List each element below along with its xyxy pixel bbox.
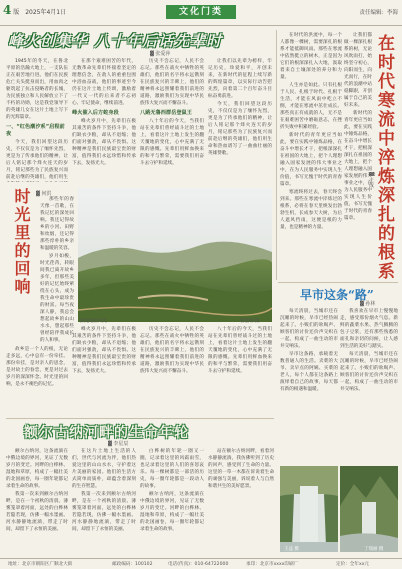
- paragraph: 新时代的青年更应当如此，要在实践中锤炼品格，在奋斗中增长才干，把根深深扎在祖国的大地上，把个人理想融入国家发展的伟大事业之中，在为人民服务中实现人生价值，书写无愧于时代的青春篇章。: [344, 111, 372, 221]
- paragraph: 白桦树的年轮一圈又一圈，记录着这里的风霜雨雪，也记录着这里的人们的喜怒哀乐。每一棵树都是一部活的历史，每一圈年轮都是一段动人的故事。: [140, 449, 204, 489]
- article3-title: 在时代寒流中淬炼深扎的根系: [374, 34, 394, 281]
- paragraph: 故乡是一个人的根，无论走多远，心中总有一份牵挂。那份牵挂，是对亲人的思念，是对故土的眷恋，更是对过去岁月的深深怀念。时光里的回响，是永不褪色的记忆。: [6, 347, 68, 387]
- article1-subhead-2: 峰火催入后方蛇身段: [72, 110, 119, 116]
- article3-col1: [280, 32, 342, 277]
- article1-col6: [140, 326, 204, 414]
- article2-title: 时光里的回响: [12, 188, 31, 296]
- footer-address: 地址：北京市朝阳区广顺北大街: [8, 562, 73, 567]
- photo-caption-left: 黑龙地区风光: [80, 319, 107, 324]
- article5-title: 额尔古纳河畔的生命年轮: [24, 425, 189, 441]
- article4-photo-left: [280, 466, 338, 552]
- paragraph: 峰火岁月中，先辈们在极其艰苦的条件下坚持斗争，他们缺衣少粮，却从不退缩；他们面对强敌，却从不畏惧。这种精神是我们民族最宝贵的财富，值得我们永远珍惜和传承下去，发扬光大。: [72, 119, 136, 166]
- photo-caption-right: 曹金瑞 摄: [240, 319, 260, 324]
- footer-print: 承印：北京市xxxx印刷厂: [246, 562, 299, 567]
- article3-col2: [344, 32, 372, 277]
- paragraph: 我第一次来到额尔古纳河畔，是在一个初秋的清晨。薄雾笼罩着河面，远处的白桦林若隐若现，仿佛一幅水墨画。河水静静地流淌，带走了时间，却留下了永恒的美丽。: [6, 492, 68, 532]
- paragraph: 人生亦是如此。只有扎根于人民、扎根于时代、扎根于生活，才能在风雨中屹立不倒，才能在寒流中茁壮成长。那些真正有成就的人，无不是在艰难困苦中磨砺意志，在挫折失败中积累经验。: [280, 83, 342, 130]
- paragraph: 让我们都做一棵深扎根系的树，无论风吹雨打，始终坚守初心，向阳而生，向光而行，在时代的浪潮中站稳脚跟，开创属于自己的美好未来。: [344, 33, 372, 108]
- paragraph: 八十年后的今天，当我们站在先辈们曾经战斗过的土地上，看着这片土地上发生的翻天覆地的变化，心中充满了无限的感慨。先辈们用鲜血换来的和平与繁荣，需要我们用奋斗去守护和延续。: [140, 119, 204, 166]
- paragraph: 在这片土地上生活的人们，世代与河流为伴，他们热爱这里的山山水水，守护着这片美丽的家园。他们的生活方式简单而质朴，却蕴含着深刻的生存智慧。: [72, 449, 136, 489]
- article5-col1: [6, 448, 68, 556]
- paragraph: 历史不会忘记，人民不会忘记。那些在战火中牺牲的英雄们，他们的名字将永远镌刻在民族复兴的丰碑上，他们的精神将永远照耀着我们前进的道路，激励我们为实现中华民族伟大复兴而不懈奋斗。: [140, 327, 204, 374]
- paragraph: 我第一次来到额尔古纳河畔，是在一个初秋的清晨。薄雾笼罩着河面，远处的白桦林若隐若现，仿佛一幅水墨画。河水静静地流淌，带走了时间，却留下了永恒的美丽。: [72, 492, 136, 532]
- article1-col1: [6, 58, 68, 182]
- masthead: [0, 0, 402, 26]
- paragraph: 每天清晨，当城市还在沉睡的时候，早市已经热闹起来了。小贩们的吆喝声、顾客们的讨价还价声交织在一起，构成了一曲生动的市井交响乐。: [280, 309, 338, 349]
- section-banner: 文化门类: [166, 5, 236, 19]
- landscape-image: [78, 188, 272, 322]
- article4-photo-right: [340, 466, 398, 552]
- paragraph: 新时代的青年更应当如此，要在实践中锤炼品格，在奋斗中增长才干，把根深深扎在祖国的大地上，把个人理想融入国家发展的伟大事业之中，在为人民服务中实现人生价值，书写无愧于时代的青春篇章。: [280, 133, 342, 187]
- paragraph: 岁月如梭，时光荏苒，转眼间我已离开故乡多年，但那些美好的记忆始终萦绕在心头，成为我生命中最珍贵的财富。每当夜深人静，我总会想起故乡的山山水水，想起那些曾经陪伴我成长的人和事。: [40, 254, 74, 343]
- article5-col2: [72, 448, 136, 556]
- footer: [0, 558, 402, 569]
- editor-credit: 责任编辑：李海: [359, 10, 398, 16]
- article5-col3: [140, 448, 204, 556]
- paragraph: 在那个艰难困苦的年代，无数革命先辈们怀揣着坚定的理想信念，在敌人的重重包围中浴血奋战，他们的事迹至今仍在这片土地上传颂，激励着一代又一代的后来者不忘初心、牢记使命，继续前进。: [72, 59, 136, 106]
- paragraph: 站在额尔古纳河畔，看着河水静静流淌，我仿佛听到了历史的回声，感受到了生命的力量。这里的一草一木都在诉说着生命的顽强与美丽，诉说着人与自然和谐共生的美好愿景。: [208, 449, 274, 489]
- page-number-block: [3, 3, 66, 17]
- article1-col2: [72, 58, 136, 182]
- paragraph: 寒流终将过去，春天终会到来。那些在寒流中淬炼过的根系，必将在春天里焕发出勃勃生机，长成参天大树，为后人遮风挡雨，这便是根的力量，也是精神的力量。: [280, 190, 342, 230]
- article3-byline: ▓ 王成: [368, 172, 374, 188]
- paragraph: 在时代的洪流中，每一个人都像一棵树，需要深扎的根系才能抵御风雨。那些在寒流中依然挺立的树木，正是因为它们的根深深扎入大地，汲取着来自土壤深处的养分和力量。: [280, 33, 342, 80]
- article4-col1: [280, 308, 338, 464]
- article1-subhead-1: 一、“红色潮汐系”启程前夜: [6, 124, 65, 137]
- article5-byline: ▓ 李星辰: [108, 441, 129, 447]
- article2-col2: [6, 346, 68, 414]
- paragraph: 峰火岁月中，先辈们在极其艰苦的条件下坚持斗争，他们缺衣少粮，却从不退缩；他们面对强敌，却从不畏惧。这种精神是我们民族最宝贵的财富，值得我们永远珍惜和传承下去，发扬光大。: [72, 327, 136, 374]
- paragraph: 额尔古纳河，这条流淌在中俄边境的界河，见证了无数岁月的变迁。河畔的白桦林、湿地和草原，构成了一幅壮美的北国画卷，每一圈年轮都记录着生命的故事。: [140, 492, 204, 532]
- article1-landscape-photo: [78, 188, 272, 322]
- page-suffix: 版: [13, 9, 20, 16]
- paragraph: 让我们以先辈为榜样，牢记历史，珍爱和平，开创未来，在新时代的征程上续写新的辉煌篇章，以实际行动告慰先烈，向着第二个百年奋斗目标奋勇前进。: [208, 59, 272, 99]
- issue-date: 2025年4月1日: [25, 9, 67, 16]
- section-divider: [6, 418, 274, 419]
- article1-col5: [72, 326, 136, 414]
- article4-col2: [340, 308, 398, 464]
- paragraph: 早市这条路，承载着无数普通人的生活。卖菜的大爷、卖早点的阿姨、买菜的老人，每个人都在这条路上演绎着自己的故事，每天都有新的相遇和温暖。: [280, 352, 338, 392]
- column-divider: [276, 30, 277, 280]
- article1-col4: [208, 58, 272, 182]
- paragraph: 那些年的春天像一首歌，在我记忆的深处回响。我还记得故乡的小河、田野和炊烟，还记得那些淳朴的乡亲和温暖的笑容。: [40, 197, 74, 251]
- article2-byline: ▓ 何洪: [36, 191, 52, 197]
- article4-byline: ▓ 孙林: [360, 301, 376, 307]
- article1-byline: ▓ 张爱萍: [150, 51, 171, 57]
- article5-col4: [208, 448, 274, 556]
- waterfall-image: [280, 466, 338, 552]
- paragraph: 我喜欢在早市上慢慢地走，感受那份烟火气息。新鲜的蔬菜水果、热气腾腾的包子豆浆，还有那些熟悉的面孔和亲切的问候，让人感到生活的美好与踏实。: [340, 309, 398, 349]
- photo-caption-right-small: 丁瑞丽 摄: [364, 547, 384, 552]
- article1-title: 峰火创集华 八十年后话先辈时: [8, 32, 223, 50]
- paragraph: 额尔古纳河，这条流淌在中俄边境的界河，见证了无数岁月的变迁。河畔的白桦林、湿地和草原，构成了一幅壮美的北国画卷，每一圈年轮都记录着生命的故事。: [6, 449, 68, 489]
- section-divider: [278, 282, 398, 283]
- article4-title: 早市这条“路”: [300, 288, 374, 302]
- footer-postcode: 邮政编码：100102: [112, 562, 153, 567]
- paragraph: 1945年的冬天，在鲁北平原的浩瀚大地上，一支队伍正在艰苦地行进。他们在民族危亡关头挺身而出，用血肉之躯筑起了抗击侵略者的长城，为民族独立和人民解放立下了不朽的功勋，这是我党领导下的英雄儿女在这片土地上写下的光辉篇章。: [6, 59, 68, 120]
- article2-col1: [40, 196, 74, 346]
- page-number: 4: [3, 3, 12, 17]
- photo-caption-left-small: 王益 摄: [284, 547, 299, 552]
- footer-price: 定价：全年xx元: [336, 562, 370, 567]
- article1-col7: [208, 326, 272, 414]
- paragraph: 历史不会忘记，人民不会忘记。那些在战火中牺牲的英雄们，他们的名字将永远镌刻在民族复兴的丰碑上，他们的精神将永远照耀着我们前进的道路，激励我们为实现中华民族伟大复兴而不懈奋斗。: [140, 59, 204, 106]
- paragraph: 八十年后的今天，当我们站在先辈们曾经战斗过的土地上，看着这片土地上发生的翻天覆地的变化，心中充满了无限的感慨。先辈们用鲜血换来的和平与繁荣，需要我们用奋斗去守护和延续。: [208, 327, 272, 374]
- paragraph: 今天，我们回望这段历史，不仅仅是为了缅怀先烈，更是为了传承他们的精神，让后人铭记那个烽火连天的岁月，铭记那些为了民族复兴而前赴后继的英雄们，他们用生命和热血谱写了一曲曲壮丽的英雄赞歌。: [208, 102, 272, 156]
- article1-headline: [8, 30, 270, 50]
- mountain-image: [340, 466, 398, 552]
- paragraph: 今天，我们回望这段历史，不仅仅是为了缅怀先烈，更是为了传承他们的精神，让后人铭记那个烽火连天的岁月，铭记那些为了民族复兴而前赴后继的英雄们，他们用生: [6, 140, 68, 180]
- footer-phone: 电话(传真)：010-64722000: [168, 562, 229, 567]
- article1-subhead-3: 八路无鲁西群岳登鼠王: [140, 110, 192, 116]
- article1-col3: [140, 58, 204, 182]
- paragraph: 每天清晨，当城市还在沉睡的时候，早市已经热闹起来了。小贩们的吆喝声、顾客们的讨价还价声交织在一起，构成了一曲生动的市井交响乐。: [340, 352, 398, 392]
